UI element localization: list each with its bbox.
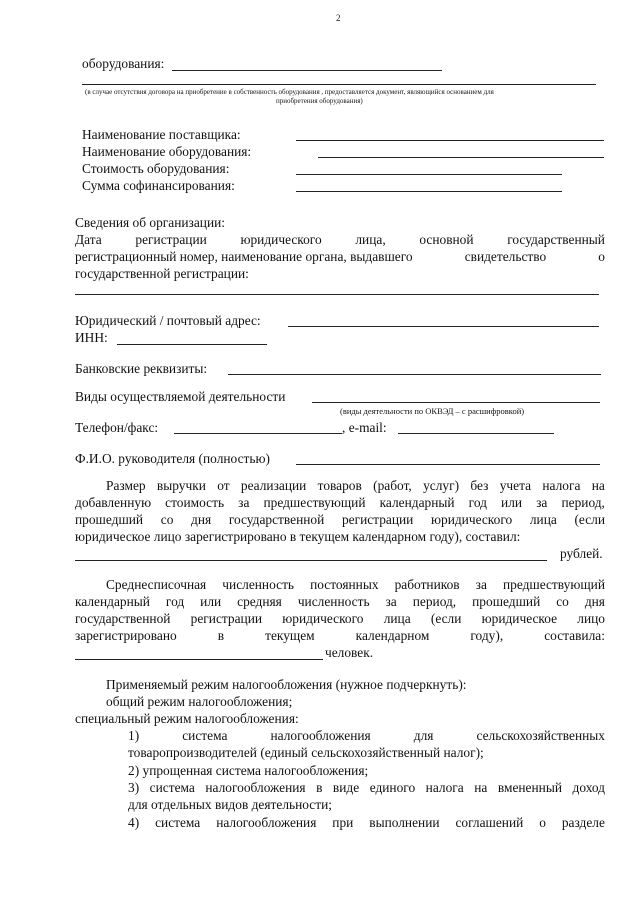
reg-word: лица,	[355, 232, 386, 247]
headcount-word: постоянных	[310, 577, 379, 592]
page-number: 2	[336, 13, 341, 23]
revenue-line2	[75, 495, 605, 511]
tax-word: о	[539, 815, 546, 830]
tax-word: 1)	[128, 728, 140, 743]
revenue-word: стоимость	[165, 495, 225, 510]
equipment-cost-label: Стоимость оборудования:	[82, 161, 230, 176]
revenue-word: выручки	[156, 478, 206, 493]
org-heading: Сведения об организации:	[75, 215, 226, 230]
equipment-doc-field[interactable]	[82, 84, 596, 85]
headcount-word: работников	[394, 577, 460, 592]
headcount-line3	[75, 611, 605, 627]
headcount-word: зарегистрировано	[75, 628, 177, 643]
revenue-line1	[106, 478, 605, 494]
headcount-word: средняя	[237, 594, 282, 609]
headcount-line2	[75, 594, 605, 610]
reg-line2	[75, 249, 605, 265]
tax-word: выполнении	[369, 815, 440, 830]
headcount-word: составила:	[544, 628, 605, 643]
headcount-word: лица	[383, 611, 411, 626]
activity-label: Виды осуществляемой деятельности	[75, 389, 286, 404]
tax-word: для	[413, 728, 434, 743]
headcount-word: или	[200, 594, 222, 609]
revenue-word: государственной	[228, 512, 325, 527]
equipment-name-field[interactable]	[318, 157, 604, 158]
reg-word: о	[598, 249, 605, 264]
head-label: Ф.И.О. руководителя (полностью)	[75, 451, 270, 466]
headcount-word: календарный	[75, 594, 150, 609]
reg-word: основной	[419, 232, 474, 247]
tax-word: вмененный	[497, 780, 562, 795]
revenue-word: регистрации	[341, 512, 414, 527]
headcount-word: календарном	[355, 628, 430, 643]
reg-word: Дата	[75, 232, 102, 247]
reg-line3: государственной регистрации:	[75, 266, 249, 281]
revenue-word: (работ,	[373, 478, 412, 493]
revenue-line4: юридическое лицо зарегистрировано в текущем календарном году), составил:	[75, 529, 521, 544]
activity-field[interactable]	[312, 402, 600, 403]
headcount-line1	[106, 577, 605, 593]
tax-item4-line1[interactable]	[128, 815, 605, 831]
equipment-field[interactable]	[172, 70, 442, 71]
cofinancing-label: Сумма софинансирования:	[82, 178, 235, 193]
revenue-word: (если	[574, 512, 605, 527]
headcount-word: регистрации	[190, 611, 263, 626]
headcount-field[interactable]	[75, 659, 323, 660]
headcount-word: Среднесписочная	[106, 577, 207, 592]
headcount-word: в	[217, 628, 225, 643]
headcount-word: численность	[297, 594, 370, 609]
head-field[interactable]	[296, 464, 600, 465]
headcount-unit: человек.	[325, 645, 374, 660]
headcount-word: со	[556, 594, 569, 609]
revenue-field[interactable]	[75, 560, 547, 561]
revenue-word: или	[501, 495, 523, 510]
revenue-word: со	[160, 512, 174, 527]
email-label: , e-mail:	[342, 420, 387, 435]
headcount-word: прошедший	[472, 594, 541, 609]
inn-label: ИНН:	[75, 330, 108, 345]
revenue-word: юридического	[431, 512, 513, 527]
revenue-word: добавленную	[75, 495, 152, 510]
revenue-word: Размер	[106, 478, 146, 493]
bank-label: Банковские реквизиты:	[75, 361, 208, 376]
revenue-word: реализации	[240, 478, 307, 493]
headcount-word: (если	[430, 611, 462, 626]
headcount-word: юридическое	[481, 611, 558, 626]
tax-word: разделе	[561, 815, 605, 830]
revenue-word: дня	[191, 512, 212, 527]
headcount-word: текущем	[265, 628, 315, 643]
tax-heading: Применяемый режим налогообложения (нужное подчеркнуть):	[106, 677, 467, 692]
activity-note: (виды деятельности по ОКВЭД – с расшифровкой)	[340, 406, 525, 416]
reg-word: регистрационный номер, наименование органа, выдавшего	[75, 249, 413, 264]
revenue-word: календарный	[379, 495, 455, 510]
tax-item3-line1[interactable]	[128, 780, 605, 796]
tax-word: соглашений	[455, 815, 524, 830]
tax-word: налога	[425, 780, 464, 795]
phone-label: Телефон/факс:	[75, 420, 159, 435]
revenue-word: предшествующий	[263, 495, 366, 510]
address-field[interactable]	[288, 326, 599, 327]
revenue-word: от	[217, 478, 230, 493]
headcount-word: за	[475, 577, 487, 592]
tax-word: налогообложения	[205, 780, 306, 795]
tax-item2[interactable]: 2) упрощенная система налогообложения;	[128, 763, 369, 778]
tax-word: налогообложения	[216, 815, 317, 830]
tax-word: система	[149, 780, 195, 795]
tax-word: виде	[332, 780, 360, 795]
headcount-word: году),	[470, 628, 504, 643]
tax-word: сельскохозяйственных	[476, 728, 605, 743]
tax-word: налогообложения	[270, 728, 371, 743]
headcount-word: за	[385, 594, 397, 609]
equipment-label: оборудования:	[82, 56, 165, 71]
tax-word: 3)	[128, 780, 140, 795]
tax-word: доход	[572, 780, 605, 795]
tax-item1-line2[interactable]: товаропроизводителей (единый сельскохозяйственный налог);	[128, 745, 484, 760]
phone-field[interactable]	[174, 433, 342, 434]
reg-line1	[75, 232, 605, 248]
inn-field[interactable]	[117, 344, 267, 345]
revenue-unit: рублей.	[560, 546, 603, 561]
revenue-word: без	[470, 478, 489, 493]
tax-word: на	[474, 780, 488, 795]
revenue-word: товаров	[317, 478, 362, 493]
supplier-field[interactable]	[296, 140, 604, 141]
revenue-word: за	[536, 495, 548, 510]
revenue-word: за	[238, 495, 250, 510]
reg-word: государственный	[507, 232, 605, 247]
tax-word: система	[155, 815, 201, 830]
tax-word: единого	[369, 780, 416, 795]
headcount-line4	[75, 628, 605, 644]
reg-word: свидетельство	[464, 249, 547, 264]
headcount-word: лицо	[577, 611, 605, 626]
reg-word: регистрации	[135, 232, 207, 247]
headcount-word: государственной	[75, 611, 171, 626]
address-label: Юридический / почтовый адрес:	[75, 313, 261, 328]
email-field[interactable]	[398, 433, 554, 434]
equipment-cost-field[interactable]	[296, 174, 562, 175]
tax-special[interactable]: специальный режим налогообложения:	[75, 711, 299, 726]
tax-word: в	[316, 780, 323, 795]
equipment-note-line2: приобретения оборудования)	[276, 97, 363, 105]
headcount-word: численность	[222, 577, 295, 592]
revenue-word: период,	[561, 495, 605, 510]
tax-word: система	[182, 728, 228, 743]
revenue-word: на	[591, 478, 605, 493]
tax-word: при	[332, 815, 354, 830]
equipment-note-line1: (в случае отсутствия договора на приобретение в собственность оборудования , предоставляется документ, являющийся основанием для	[85, 88, 494, 96]
revenue-word: налога	[542, 478, 581, 493]
reg-word: юридического	[240, 232, 322, 247]
headcount-word: период,	[412, 594, 457, 609]
tax-item3-line2[interactable]: для отдельных видов деятельности;	[128, 797, 332, 812]
headcount-word: юридического	[282, 611, 364, 626]
revenue-word: прошедший	[75, 512, 144, 527]
revenue-line3	[75, 512, 605, 528]
revenue-word: учета	[499, 478, 532, 493]
tax-item1-line1[interactable]	[128, 728, 605, 744]
headcount-word: год	[165, 594, 185, 609]
registration-field[interactable]	[75, 294, 599, 295]
equipment-name-label: Наименование оборудования:	[82, 144, 252, 159]
tax-word: 4)	[128, 815, 140, 830]
headcount-word: предшествующий	[502, 577, 605, 592]
bank-field[interactable]	[228, 374, 601, 375]
revenue-word: год	[468, 495, 487, 510]
revenue-word: услуг)	[423, 478, 460, 493]
tax-general[interactable]: общий режим налогообложения;	[106, 694, 293, 709]
revenue-word: лица	[529, 512, 557, 527]
supplier-label: Наименование поставщика:	[82, 127, 241, 142]
headcount-word: дня	[584, 594, 605, 609]
cofinancing-field[interactable]	[296, 191, 562, 192]
